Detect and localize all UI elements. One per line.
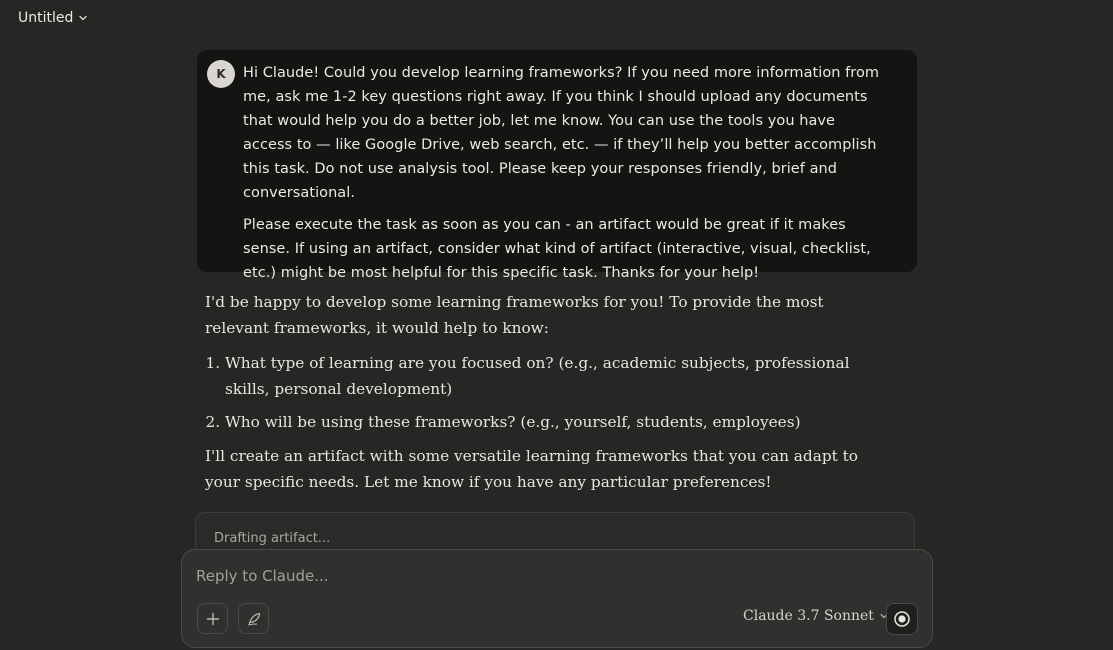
user-message-paragraph: Please execute the task as soon as you can - an artifact would be great if it makes sense. If using an artifact, consider what kind of artifact (interactive, visual, checklist, etc.) might be most helpful for this specific task. Thanks for your help!: [243, 217, 871, 281]
chevron-down-icon: [77, 12, 89, 24]
list-item: 2. Who will be using these frameworks? (e.g., yourself, students, employees): [225, 409, 885, 435]
list-item: 1. What type of learning are you focused on? (e.g., academic subjects, professional skills, personal development): [225, 350, 885, 402]
assistant-outro: I'll create an artifact with some versatile learning frameworks that you can adapt to your specific needs. Let me know if you have any particular preferences!: [205, 447, 858, 491]
add-button[interactable]: [197, 603, 228, 634]
question-list: [205, 350, 885, 435]
avatar: K: [207, 60, 235, 88]
model-label: Claude 3.7 Sonnet: [743, 608, 874, 624]
user-message: [197, 50, 917, 281]
style-button[interactable]: [238, 603, 269, 634]
plus-icon: [205, 611, 221, 627]
record-icon: [893, 610, 911, 628]
user-message-paragraph: Hi Claude! Could you develop learning frameworks? If you need more information from me, ask me 1-2 key questions right away. If you think I should upload any documents that would help you do a better job, let me know. You can use the tools you have access to — like Google Drive, web search, etc. — if they’ll help you better accomplish this task. Do not use analysis tool. Please keep your responses friendly, brief and conversational.: [243, 65, 880, 201]
assistant-intro: I'd be happy to develop some learning frameworks for you! To provide the most relevant frameworks, it would help to know:: [205, 293, 824, 337]
reply-input[interactable]: [196, 564, 896, 588]
model-selector[interactable]: [743, 608, 889, 624]
record-button[interactable]: [886, 603, 918, 635]
feather-icon: [246, 611, 262, 627]
chat-title: Untitled: [18, 10, 74, 26]
composer: [181, 549, 933, 648]
assistant-message: [205, 289, 885, 495]
artifact-status: Drafting artifact...: [214, 531, 331, 546]
chat-title-dropdown[interactable]: [18, 7, 89, 29]
